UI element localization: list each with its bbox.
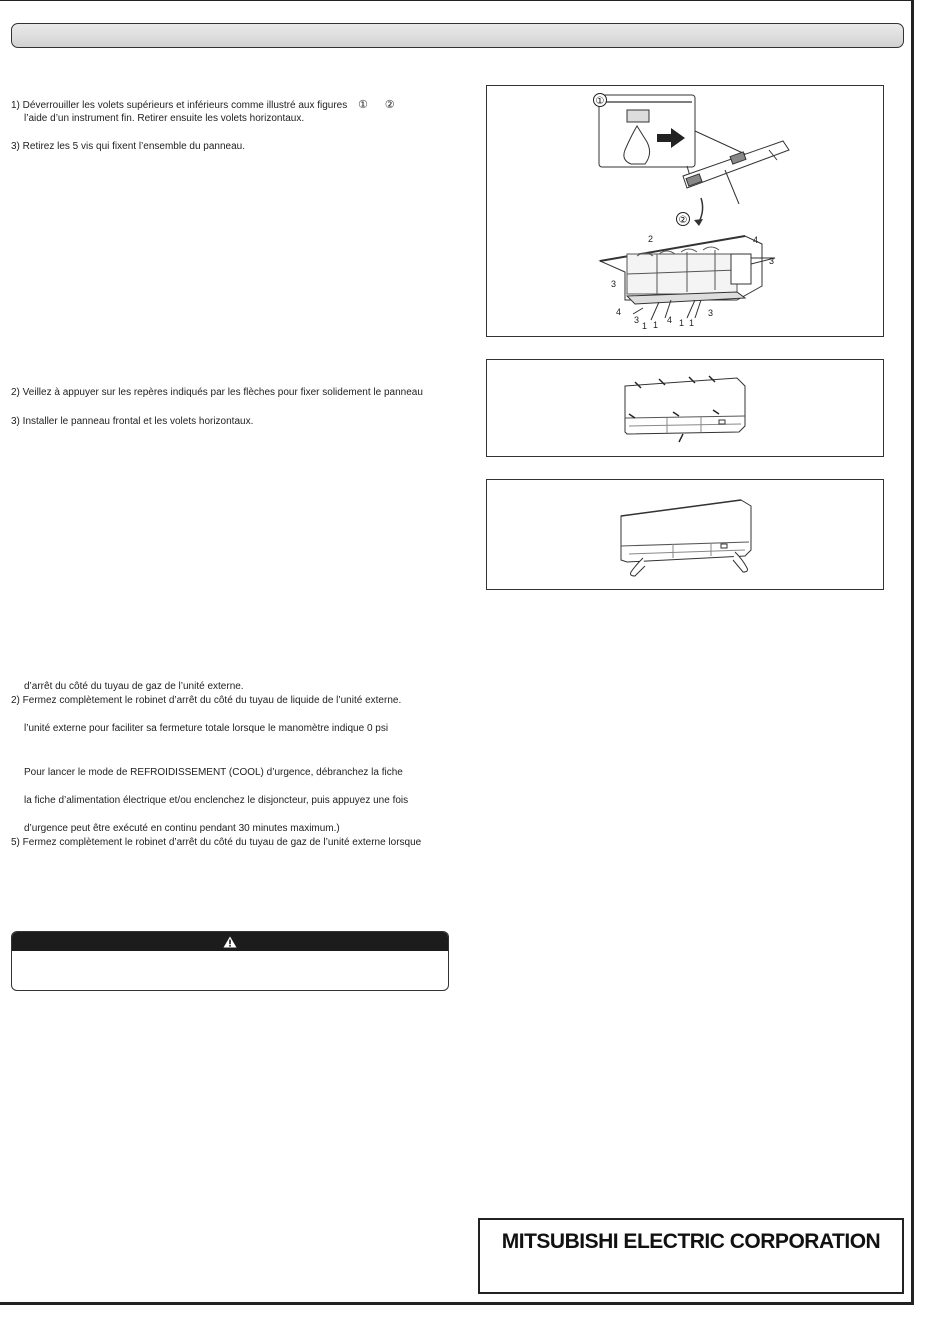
screw-label: 3 (708, 308, 714, 318)
step5-close-gas-valve: 5) Fermez complètement le robinet d’arrêt du côté du tuyau de gaz de l’unité externe lorsque (11, 837, 422, 848)
screw-label: 3 (769, 256, 775, 266)
screw-label: 2 (648, 234, 654, 244)
step2-press-marks: 2) Veillez à appuyer sur les repères indiqués par les flèches pour fixer solidement le panneau (11, 387, 423, 398)
install-panel-illustration (487, 480, 885, 591)
brand-box (478, 1218, 904, 1294)
screw-label: 1 (689, 318, 695, 328)
text-line-b: l’unité externe pour faciliter sa fermeture totale lorsque le manomètre indique 0 psi (24, 723, 389, 734)
company-name: MITSUBISHI ELECTRIC CORPORATION (501, 1230, 881, 1253)
screw-label: 1 (679, 318, 685, 328)
figure-ref-2: ② (384, 98, 395, 111)
screw-label: 3 (611, 279, 617, 289)
step3-remove-screws: 3) Retirez les 5 vis qui fixent l’ensemble du panneau. (11, 141, 246, 152)
text-line-a: d’arrêt du côté du tuyau de gaz de l’unité externe. (24, 681, 244, 692)
figure-press-marks (486, 359, 884, 457)
figure-callout-2: ② (678, 215, 688, 226)
panel-removal-illustration (487, 86, 885, 338)
figure-install-panel (486, 479, 884, 590)
step1-line1: 1) Déverrouiller les volets supérieurs et inférieurs comme illustré aux figures ① ② (11, 98, 395, 111)
figure-panel-removal (486, 85, 884, 337)
step3-install-panel: 3) Installer le panneau frontal et les volets horizontaux. (11, 416, 254, 427)
screw-label: 4 (753, 235, 759, 245)
text-line-e: d’urgence peut être exécuté en continu pendant 30 minutes maximum.) (24, 823, 340, 834)
section-header-bar (11, 23, 904, 48)
warning-triangle-icon (223, 936, 237, 948)
step1-line2: l’aide d’un instrument fin. Retirer ensuite les volets horizontaux. (24, 113, 305, 124)
screw-label: 3 (634, 315, 640, 325)
warning-box (11, 931, 449, 991)
screw-label: 4 (667, 315, 673, 325)
text-line-d: la fiche d’alimentation électrique et/ou enclenchez le disjoncteur, puis appuyez une fois (24, 795, 409, 806)
figure-callout-1: ① (595, 96, 605, 107)
screw-label: 1 (653, 320, 659, 330)
text-line-c: Pour lancer le mode de REFROIDISSEMENT (COOL) d’urgence, débranchez la fiche (24, 767, 403, 778)
warning-header (12, 932, 448, 951)
screw-label: 4 (616, 307, 622, 317)
figure-ref-1: ① (358, 98, 368, 111)
step2-close-liquid-valve: 2) Fermez complètement le robinet d’arrêt du côté du tuyau de liquide de l’unité externe. (11, 695, 402, 706)
press-marks-illustration (487, 360, 885, 458)
screw-label: 1 (642, 321, 648, 331)
